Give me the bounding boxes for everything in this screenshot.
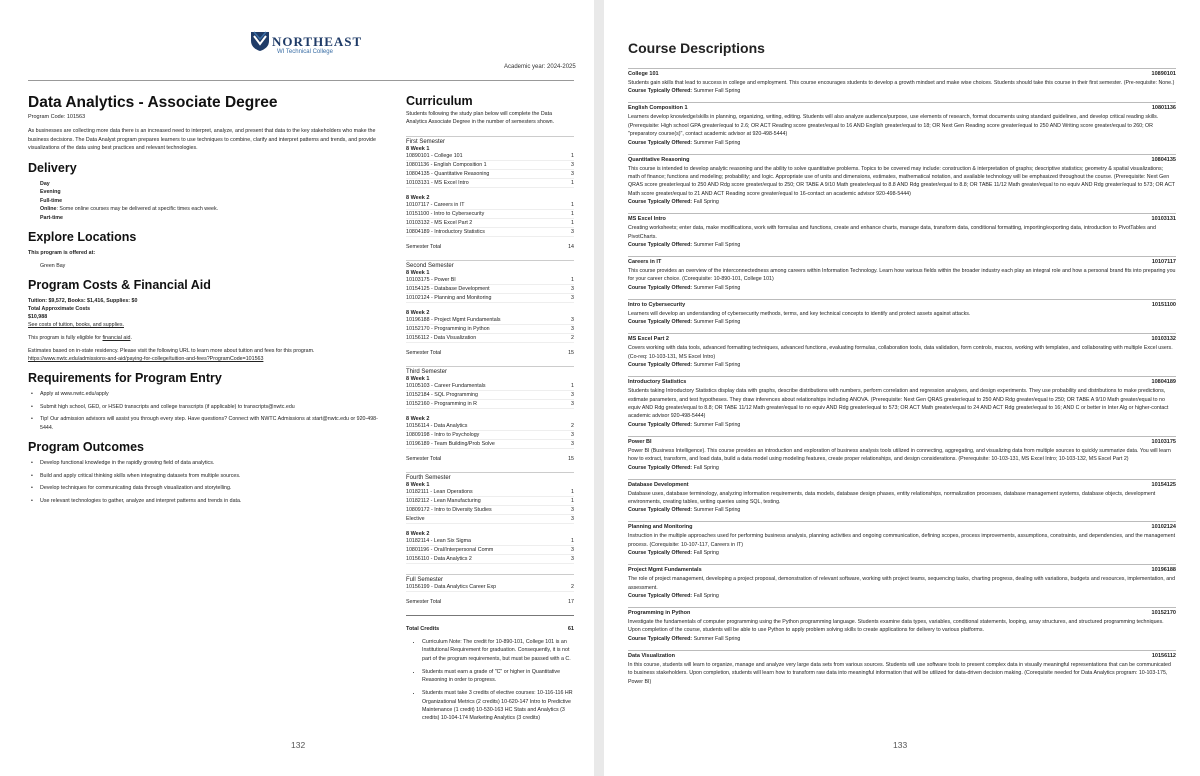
course-row [406,276,574,285]
delivery-item: Part-time [40,214,63,221]
course-description-number: 10107117 [1151,259,1176,266]
semester-total-row [406,244,574,250]
list-item: • Develop techniques for communicating data through visualization and storytelling. [40,484,380,493]
course-row [406,316,574,325]
course-row [406,228,574,237]
eligible-text: This program is fully eligible for [28,335,103,341]
course-name: 10801196 - Oral/Interpersonal Comm [406,547,494,553]
course-description-text: Students taking Introductory Statistics display data with graphs, describe distributions with numbers, perform correlation and regression analyses, and design experiments. They use probability and distributions to make predictions, estimate parameters, and test hypotheses. They draw inferences about relationships including ANOVA. (Prerequisite: Next Gen QRAS greater/equal to 250 AND Rdg greater/equal to 250; OR TABE A 9/10 Math greater/equal to no equiv AND Rdg greater/equal to 8.8; OR TABE 11/12 Math greater/equal to no equiv AND Rdg greater/equal to 573; OR ACT Math greater/equal to 24 AND ACT Rdg greater/equal to 16; AND C or better in Inter Alg or higher-contact academic advisor 920-498-5444) [628,388,1169,420]
course-description-header [628,336,1176,343]
course-description-header [628,482,1176,489]
course-offered-label: Course Typically Offered: [628,362,693,369]
course-offered [628,549,1176,557]
course-name: 10152160 - Programming in R [406,401,477,407]
course-description-name: English Composition 1 [628,105,688,112]
total-costs-label: Total Approximate Costs [28,306,91,312]
course-offered-value: Summer Fall Spring [693,421,741,428]
course-offered-label: Course Typically Offered: [628,550,693,557]
course-row [406,583,574,592]
course-description-text: Database uses, database terminology, analyzing information requirements, data models, database design phases, entity relationships, normalization processes, database management systems, database objects, development environments, creating tables, writing queries using SQL, testing. [628,490,1156,505]
list-item: • Tip! Our admission advisors will assist you through every step. Have questions? Connect with NWTC Admissions at start@nwtc.edu or 920-498-5444. [40,415,380,432]
course-description-text: Students gain skills that lead to success in college and employment. This course encourages students to develop a growth mindset and make wise choices. Students should take this course in their first semester. (Pre-requisite: None.) [628,80,1175,86]
course-row [406,210,574,219]
course-credits: 1 [571,153,574,159]
course-offered [628,318,1176,326]
delivery-heading: Delivery [28,160,77,175]
semester-title: Fourth Semester [406,472,574,481]
logo-subtitle: WI Technical College [277,49,333,55]
course-name: 10156114 - Data Analytics [406,423,468,429]
course-credits: 1 [571,489,574,495]
course-description-name: Planning and Monitoring [628,524,693,531]
course-description [628,376,1176,429]
course-description [628,213,1176,249]
curriculum-heading: Curriculum [406,94,473,108]
course-description-text: Instruction in the multiple approaches used for performing business analysis, planning activities and ongoing communication, defining scopes, process improvements, assumptions, constraints, and dependencies, and the management process. (Corequisite: 10-107-117, Careers in IT) [628,533,1176,548]
total-credits-value: 61 [567,626,574,632]
course-description-text: Learners develop knowledge/skills in planning, organizing, writing, editing. Students will also analyze audience/purpose, use elements of research, format documents using standard guidelines, and develop critical reading skills. (Prerequisite: High school GPA greater/equal to 2.6; OR ACT Reading score greater/equal to 16 AND English greater/equal to 18; OR Next Gen Reading score greater/equal to 250 AND Writing score greater/equal to 260; OR "preparatory course(s)", contact academic advisor at 920-498-5444) [628,114,1159,138]
course-name: 10196188 - Project Mgmt Fundamentals [406,317,501,323]
list-item: • Students must earn a grade of "C" or higher in Quantitative Reasoning in order to progress. [422,668,574,685]
program-code: Program Code: 101563 [28,114,86,120]
week-title: 8 Week 2 [406,310,430,316]
course-description-number: 10804135 [1151,156,1176,163]
course-description-number: 10890101 [1151,71,1176,77]
course-description-text: Learners will develop an understanding of cybersecurity methods, terms, and key technical concepts to identify and protect assets against attacks. [628,310,971,317]
semester-title: Third Semester [406,366,574,375]
course-offered-value: Summer Fall Spring [693,362,741,369]
semester-total-label: Semester Total [406,456,442,462]
course-name: 10809198 - Intro to Psychology [406,432,480,438]
course-row [406,294,574,303]
course-description-name: Database Development [628,481,689,488]
course-credits: 3 [571,162,574,168]
course-offered-label: Course Typically Offered: [628,421,693,428]
total-credits-label: Total Credits [406,626,440,632]
course-offered-label: Course Typically Offered: [628,319,693,326]
course-offered [628,361,1176,369]
course-row [406,422,574,431]
course-offered-label: Course Typically Offered: [628,635,693,642]
costs-heading: Program Costs & Financial Aid [28,278,211,292]
semester-total-row [406,599,574,605]
total-costs-value: $10,988 [28,314,48,320]
course-description-text: This course is intended to develop analytic reasoning and the ability to solve quantitative problems. Topics to be covered may include: construction & interpretation of graphs; descriptive statistics; geometry & spatial visualizations; math of finance; functions and modeling; probability; and logic. Appropriate use of units and dimensions, estimates, mathematical notation, and available technology will be emphasized throughout the course. (Prerequisite: Next Gen QRAS score greater/equal to 250 AND Rdg score greater/equal to 250; OR TABE A 9/10 Math greater/equal to 8.8 AND Rdg greater/equal to 8.8; OR TABE 11/12 Math greater/equal to no equiv AND Rdg greater/equal to 573; OR ACT Math score greater/equal to 21 AND ACT Reading score greater/equal to 16-contact an academic advisor 920-498-5444) [628,165,1176,197]
course-offered-value: Summer Fall Spring [693,284,741,291]
course-name: 10102124 - Planning and Monitoring [406,295,492,301]
course-description-number: 10156112 [1151,652,1176,659]
course-offered-value: Summer Fall Spring [693,139,741,146]
course-row [406,440,574,449]
course-credits: 1 [571,277,574,283]
curriculum-intro: Students following the study plan below will complete the Data Analytics Associate Degree in the number of semesters shown. [406,111,555,125]
course-credits: 3 [571,556,574,562]
course-description-number: 10196188 [1151,567,1176,574]
semester-total-label: Semester Total [406,350,442,356]
course-description-number: 10152170 [1151,609,1176,616]
course-description [628,299,1176,326]
course-description-header [628,524,1176,531]
course-description-name: College 101 [628,71,659,77]
course-row [406,334,574,343]
program-title: Data Analytics - Associate Degree [28,94,278,111]
course-row [406,382,574,391]
course-credits: 3 [571,432,574,438]
course-offered-value: Fall Spring [693,550,719,557]
course-name: 10182111 - Lean Operations [406,489,473,495]
course-offered-value: Summer Fall Spring [693,507,741,514]
course-description-text: Power BI (Business Intelligence). This course provides an introduction and exploration of business analysis tools utilized in connecting, aggregating, and visualizing data from multiple sources to quickly summarize data. You will learn how to extract, transform, and load data, build a data model using modeling features, create proper relationships, and design considerations. (Prerequisite: 10-103-131, MS Excel Intro; 10-103-132, MS Excel Part 2) [628,447,1171,463]
course-description-header [628,610,1176,617]
descriptions-heading: Course Descriptions [628,40,765,56]
course-credits: 3 [571,326,574,332]
course-description-text: In this course, students will learn to organize, manage and analyze very large data sets from various sources. Students will use software tools to present complex data in visually meaningful representations that can be communicated to business stakeholders. Upon completion, students will learn how to transform raw data into meaningful information that will be utilized for data-driven decision making. (Corequisite needed for Data Analytics program: 10-103-175, Power BI) [628,661,1171,685]
course-description-name: Data Visualization [628,652,675,659]
course-offered [628,421,1176,429]
course-description-header [628,567,1176,574]
course-name: 10105103 - Career Fundamentals [406,383,486,389]
course-description-header [628,259,1176,266]
course-row [406,431,574,440]
course-name: 10182112 - Lean Manufacturing [406,498,481,504]
requirements-list [28,390,380,432]
course-description [628,333,1176,369]
course-description [628,256,1176,292]
program-intro: As businesses are collecting more data there is an increased need to interpret, analyze, and present that data to the key stakeholders who make the business decisions. The Data Analyst program prepares learners to use techniques to combine, clarify and interpret patterns and trends, and provide visualizations of the data using best practices and relevant technologies. [28,128,376,151]
header-divider [28,80,574,81]
semester-total-row [406,350,574,356]
course-offered [628,635,1176,643]
course-description-number: 10103131 [1151,216,1176,223]
course-description-name: Project Mgmt Fundamentals [628,567,702,574]
course-credits: 1 [571,383,574,389]
course-row [406,161,574,170]
course-description-name: MS Excel Intro [628,216,666,223]
course-description [628,607,1176,643]
course-offered [628,241,1176,249]
course-name: 10156199 - Data Analytics Career Exp [406,584,497,590]
page-number: 133 [893,740,908,750]
course-name: 10804189 - Introductory Statistics [406,229,485,235]
course-credits: 3 [571,295,574,301]
list-item: • Develop functional knowledge in the rapidly growing field of data analytics. [40,459,380,468]
course-description-number: 10151100 [1151,301,1176,308]
course-name: 10804135 - Quantitative Reasoning [406,171,490,177]
course-description [628,102,1176,146]
week-title: 8 Week 2 [406,531,430,537]
course-description [628,68,1176,95]
course-name: 10107117 - Careers in IT [406,202,465,208]
curriculum-notes [406,638,574,723]
course-name: 10103131 - MS Excel Intro [406,180,469,186]
course-description-text: The role of project management, developing a project proposal, demonstration of relevant software, working with project teams, sequencing tasks, charting progress, dealing with variations, budgets and resources, implementation, and assessment. [628,576,1176,591]
course-description-name: MS Excel Part 2 [628,336,669,343]
course-name: Elective [406,516,425,522]
course-credits: 3 [571,286,574,292]
course-credits: 1 [571,211,574,217]
shield-logo-icon [250,30,270,52]
course-description-number: 10801136 [1151,105,1176,112]
week-title: 8 Week 1 [406,270,430,276]
course-offered-label: Course Typically Offered: [628,464,693,471]
course-offered-value: Summer Fall Spring [693,635,741,642]
course-description-name: Introductory Statistics [628,379,687,386]
course-row [406,555,574,564]
outcomes-heading: Program Outcomes [28,440,145,454]
course-offered-value: Fall Spring [693,592,719,599]
course-description [628,479,1176,515]
delivery-item: Day [40,180,50,187]
week-title: 8 Week 2 [406,195,430,201]
requirements-heading: Requirements for Program Entry [28,371,222,385]
course-credits: 2 [571,423,574,429]
course-offered-value: Fall Spring [693,464,719,471]
course-description-number: 10102124 [1151,524,1176,531]
course-credits: 3 [571,401,574,407]
see-costs-link[interactable]: See costs of tuition, books, and supplies. [28,322,124,328]
course-description-header [628,439,1176,446]
course-description-header [628,379,1176,386]
course-description-header [628,71,1176,78]
course-description-header [628,653,1176,660]
semester-title: Full Semester [406,574,574,583]
course-row [406,219,574,228]
semester-total-label: Semester Total [406,244,442,250]
course-offered [628,139,1176,147]
course-name: 10152170 - Programming in Python [406,326,490,332]
course-credits: 1 [571,220,574,226]
semester-title: First Semester [406,136,574,145]
page-number: 132 [291,740,306,750]
course-description [628,436,1176,472]
course-description-name: Careers in IT [628,259,662,266]
course-row [406,400,574,409]
course-offered-value: Summer Fall Spring [693,242,741,249]
course-description-number: 10154125 [1151,481,1176,488]
delivery-item: Full-time [40,197,63,204]
course-offered [628,284,1176,292]
list-item: • Build and apply critical thinking skills when integrating datasets from multiple sources. [40,472,380,481]
outcomes-list [28,459,380,505]
right-page [604,0,1200,776]
course-row [406,325,574,334]
course-description [628,564,1176,600]
course-description-header [628,157,1176,164]
course-row [406,285,574,294]
week-title: 8 Week 1 [406,376,430,382]
course-row [406,170,574,179]
program-column [28,94,380,509]
location-item[interactable]: Green Bay [40,262,66,269]
course-offered-label: Course Typically Offered: [628,199,693,206]
delivery-online-label: Online [40,206,57,212]
tuition-line: Tuition: $9,572, Books: $1,416, Supplies: $0 [28,298,138,304]
course-description-number: 10103175 [1151,438,1176,445]
course-credits: 2 [571,335,574,341]
semester-title: Second Semester [406,260,574,269]
course-credits: 3 [571,171,574,177]
course-description-text: Investigate the fundamentals of computer programming using the Python programming language. Students examine data types, variables, conditional statements, looping, array structures, and structured programming techniques. Upon completion of the course, students will be able to use Python to apply problem solving skills to create applications for delivery to various platforms. [628,618,1164,634]
course-description-name: Programming in Python [628,609,691,616]
estimate-text: Estimates based on in-state residency. Please visit the following URL to learn more about tuition and fees for this program. [28,348,315,354]
course-offered [628,464,1176,472]
course-description-header [628,216,1176,223]
logo-brand: NORTHEAST [272,34,363,49]
course-credits: 1 [571,180,574,186]
list-item: • Submit high school, GED, or HSED transcripts and college transcripts (if applicable) to transcripts@nwtc.edu [40,403,380,412]
course-row [406,546,574,555]
costs-block [28,297,380,363]
course-description-number: 10804189 [1151,379,1176,386]
course-credits: 3 [571,392,574,398]
course-credits: 3 [571,229,574,235]
week-title: 8 Week 2 [406,416,430,422]
semester-total-value: 15 [568,350,574,356]
course-description-number: 10103132 [1151,336,1176,343]
course-description-header [628,105,1176,112]
semester-total-value: 14 [568,244,574,250]
course-description-name: Quantitative Reasoning [628,156,690,163]
course-offered-label: Course Typically Offered: [628,507,693,514]
course-row [406,537,574,546]
course-description-text: Covers working with data tools, advanced formatting techniques, advanced functions, evaluating formulas, collaboration tools, data validation, form controls, macros, working with templates, and collaborating with multiple Excel users. (Co-req: 10-103-131, MS Excel Intro) [628,345,1173,360]
semester-total-label: Semester Total [406,599,442,605]
locations-offered: This program is offered at: [28,250,96,256]
course-offered-label: Course Typically Offered: [628,284,693,291]
tuition-url-link[interactable]: https://www.nwtc.edu/admissions-and-aid/paying-for-college/tuition-and-fees?ProgramCode=101563 [28,356,264,362]
course-name: 10156112 - Data Visualization [406,335,477,341]
course-credits: 1 [571,538,574,544]
locations-heading: Explore Locations [28,230,137,244]
course-row [406,201,574,210]
course-offered-label: Course Typically Offered: [628,139,693,146]
delivery-item: Evening [40,189,61,195]
course-credits: 3 [571,441,574,447]
curriculum-column [406,94,574,728]
list-item: • Curriculum Note: The credit for 10-890-101, College 101 is an Institutional Requirement for graduation. Consequently, it is not part of the program requirements, but must be passed with a C. [422,638,574,663]
course-name: 10801136 - English Composition 1 [406,162,487,168]
course-name: 10152184 - SQL Programming [406,392,478,398]
left-page [0,0,594,776]
course-name: 10809172 - Intro to Diversity Studies [406,507,492,513]
course-offered-label: Course Typically Offered: [628,242,693,249]
course-description [628,521,1176,557]
course-row [406,506,574,515]
course-offered [628,198,1176,206]
course-description [628,154,1176,207]
delivery-online-text: : Some online courses may be delivered at specific times each week. [56,206,219,212]
course-row [406,179,574,188]
course-name: 10103175 - Power BI [406,277,456,283]
course-name: 10154125 - Database Development [406,286,490,292]
course-offered [628,87,1176,95]
course-description-list [628,68,1176,693]
course-offered-label: Course Typically Offered: [628,88,693,95]
list-item: • Use relevant technologies to gather, analyze and interpret patterns and trends in data. [40,497,380,506]
course-description-text: This course provides an overview of the interconnectedness among careers within Information Technology. Learn how various fields within the broader industry each play an integral role and how a personal brand fits into preparing you for your career choice. (Corequisite: 10-890-101, College 101) [628,268,1176,283]
college-logo [250,30,363,58]
delivery-list [28,180,380,223]
semester-total-value: 15 [568,456,574,462]
course-description-name: Power BI [628,438,652,445]
list-item: • Students must take 3 credits of elective courses: 10-116-116 HR Organizational Metrics (2 credits) 10-620-147 Intro to Predictive Maintenance (1 credit) 10-530-163 HC Stats and Analytics (3 credits) 10-104-174 Marketing Analytics (3 credits) [422,689,574,722]
course-name: 10890101 - College 101 [406,153,463,159]
course-row [406,488,574,497]
course-offered-value: Fall Spring [693,199,719,206]
course-name: 10103132 - MS Excel Part 2 [406,220,473,226]
total-credits-row [406,615,574,632]
course-offered-value: Summer Fall Spring [693,88,741,95]
course-description-header [628,302,1176,309]
course-credits: 2 [571,584,574,590]
course-row [406,152,574,161]
course-description-text: Creating worksheets; enter data, make modifications, work with formulas and functions, create and enhance charts, manage data, transform data, conditional formatting, importing/exporting data, introduction to PivotTables and PivotCharts. [628,225,1156,240]
course-row [406,497,574,506]
academic-year: Academic year: 2024-2025 [504,64,576,70]
course-credits: 3 [571,516,574,522]
course-offered [628,592,1176,600]
semester-list [406,136,574,605]
course-row [406,391,574,400]
course-credits: 1 [571,202,574,208]
course-credits: 3 [571,317,574,323]
course-row [406,515,574,524]
course-description-name: Intro to Cybersecurity [628,301,686,308]
semester-total-value: 17 [568,599,574,605]
course-name: 10196189 - Team Building/Prob Solve [406,441,495,447]
course-credits: 3 [571,507,574,513]
semester-total-row [406,456,574,462]
eligible-suffix: . [130,335,132,341]
course-name: 10156110 - Data Analytics 2 [406,556,472,562]
financial-aid-link[interactable]: financial aid [102,335,131,341]
week-title: 8 Week 1 [406,482,430,488]
course-description [628,650,1176,686]
list-item: • Apply at www.nwtc.edu/apply [40,390,380,399]
course-offered [628,506,1176,514]
course-credits: 3 [571,547,574,553]
course-offered-label: Course Typically Offered: [628,592,693,599]
course-offered-value: Summer Fall Spring [693,319,741,326]
course-credits: 1 [571,498,574,504]
course-name: 10182114 - Lean Six Sigma [406,538,471,544]
week-title: 8 Week 1 [406,146,430,152]
course-name: 10151100 - Intro to Cybersecurity [406,211,485,217]
